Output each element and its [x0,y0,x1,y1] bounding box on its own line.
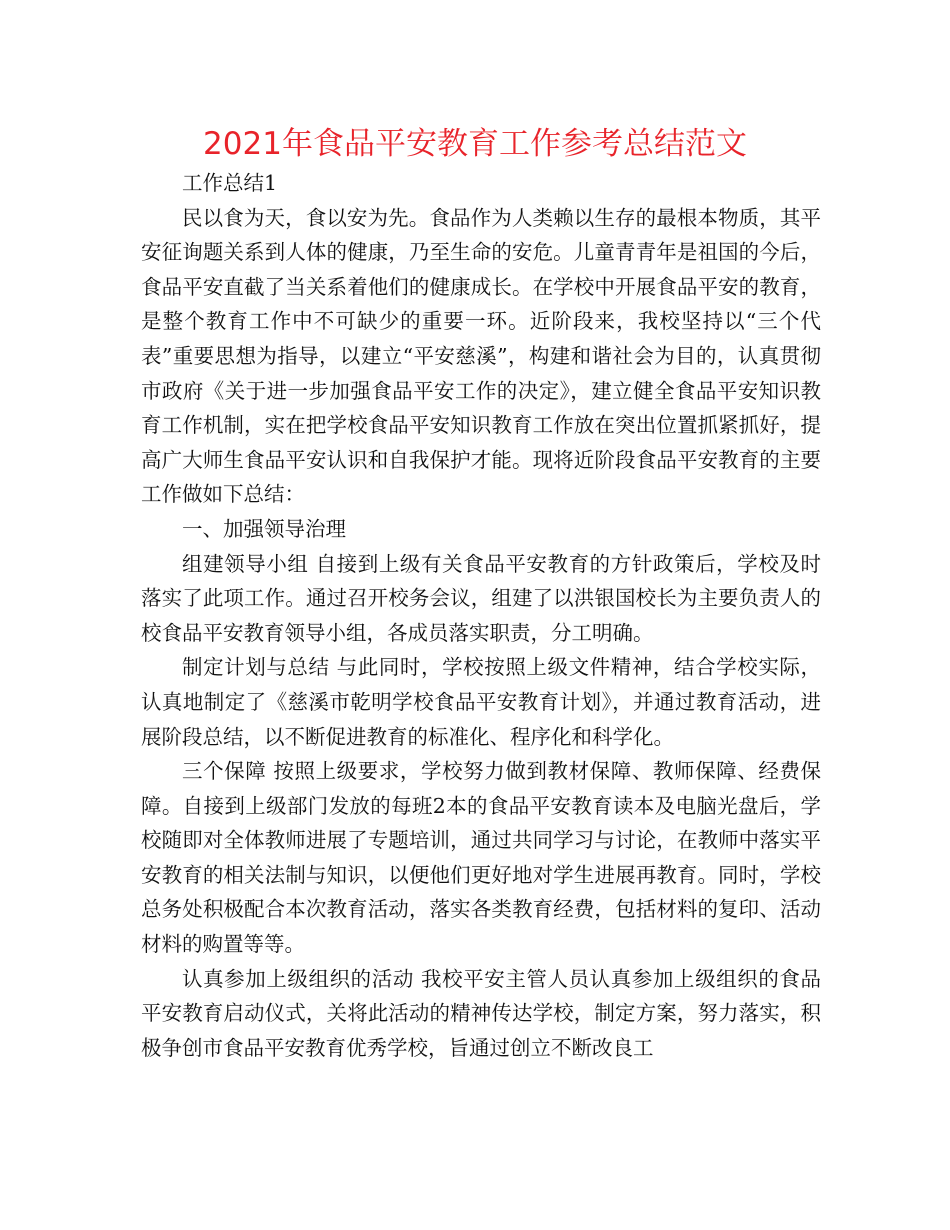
document-title: 2021年食品平安教育工作参考总结范文 [203,126,747,162]
paragraph-three-guarantees: 三个保障 按照上级要求，学校努力做到教材保障、教师保障、经费保障。自接到上级部门发放的每班2本的食品平安教育读本及电脑光盘后，学校随即对全体教师进展了专题培训，通过共同学习与讨论，在教师中落实平安教育的相关法制与知识，以便他们更好地对学生进展再教育。同时，学校总务处积极配合本次教育活动，落实各类教育经费，包括材料的复印、活动材料的购置等等。 [141,759,821,957]
paragraph-intro: 民以食为天，食以安为先。食品作为人类赖以生存的最根本物质，其平安征询题关系到人体的健康，乃至生命的安危。儿童青青年是祖国的今后，食品平安直截了当关系着他们的健康成长。在学校中开展食品平安的教育，是整个教育工作中不可缺少的重要一环。近阶段来，我校坚持以“三个代表”重要思想为指导，以建立“平安慈溪”，构建和谐社会为目的，认真贯彻市政府《关于进一步加强食品平安工作的决定》，建立健全食品平安知识教育工作机制，实在把学校食品平安知识教育工作放在突出位置抓紧抓好，提高广大师生食品平安认识和自我保护才能。现将近阶段食品平安教育的主要工作做如下总结： [141,205,821,507]
paragraph-heading-summary: 工作总结1 [182,171,278,195]
paragraph-section-heading: 一、加强领导治理 [182,516,346,541]
paragraph-activities: 认真参加上级组织的活动 我校平安主管人员认真参加上级组织的食品平安教育启动仪式，关将此活动的精神传达学校，制定方案，努力落实，积极争创市食品平安教育优秀学校，旨通过创立不断改良工 [141,966,821,1060]
paragraph-plan-summary: 制定计划与总结 与此同时，学校按照上级文件精神，结合学校实际，认真地制定了《慈溪市乾明学校食品平安教育计划》，并通过教育活动，进展阶段总结，以不断促进教育的标准化、程序化和科学化。 [141,655,821,749]
document-body [141,166,821,1065]
paragraph-leadership-group: 组建领导小组 自接到上级有关食品平安教育的方针政策后，学校及时落实了此项工作。通过召开校务会议，组建了以洪银国校长为主要负责人的校食品平安教育领导小组，各成员落实职责，分工明确。 [141,551,821,645]
